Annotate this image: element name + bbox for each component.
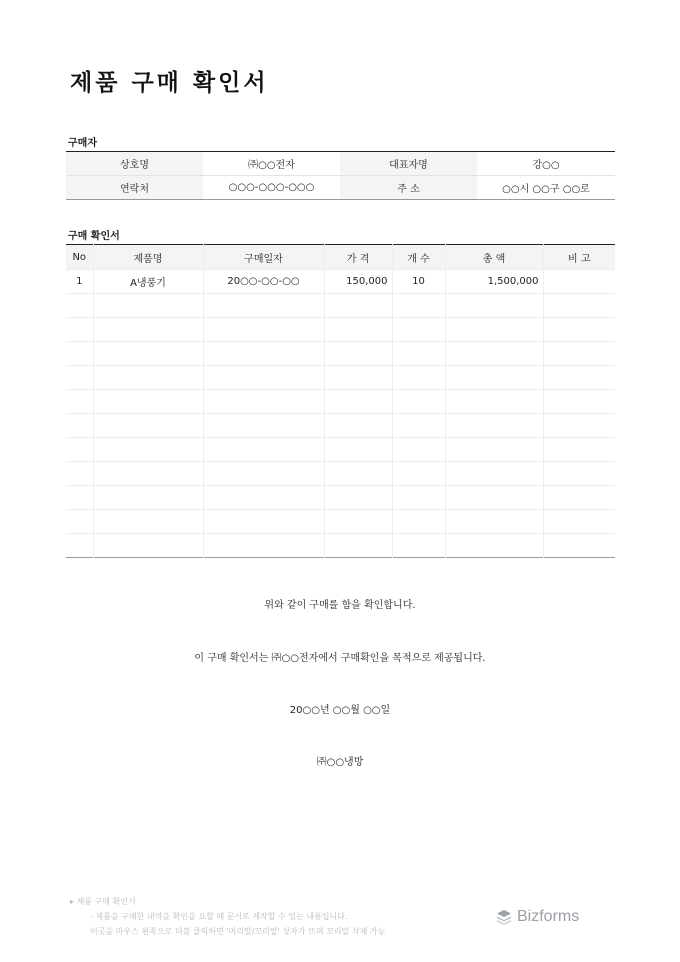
- header-product: 제품명: [93, 245, 203, 270]
- cell-total: [445, 342, 543, 366]
- items-section-title: 구매 확인서: [68, 231, 120, 242]
- cell-quantity: [392, 510, 445, 534]
- cell-remarks: [543, 270, 615, 294]
- header-no: No: [66, 245, 93, 270]
- buyer-row: [66, 176, 615, 200]
- cell-remarks: [543, 390, 615, 414]
- footer-title: ▸ 제품 구매 확인서: [70, 897, 136, 906]
- company-name-label: 상호명: [66, 152, 203, 176]
- table-row: [66, 414, 615, 438]
- buyer-table: [66, 151, 615, 200]
- cell-quantity: [392, 294, 445, 318]
- cell-no: [66, 462, 93, 486]
- cell-quantity: [392, 414, 445, 438]
- cell-price: [324, 438, 392, 462]
- cell-quantity: [392, 318, 445, 342]
- company-name-value: ㈜○○전자: [203, 152, 340, 176]
- cell-quantity: [392, 438, 445, 462]
- cell-remarks: [543, 486, 615, 510]
- cell-quantity: [392, 342, 445, 366]
- cell-remarks: [543, 294, 615, 318]
- cell-no: [66, 534, 93, 558]
- address-label: 주 소: [340, 176, 477, 200]
- cell-price: [324, 390, 392, 414]
- cell-remarks: [543, 366, 615, 390]
- issuer-name: ㈜○○냉방: [316, 757, 364, 768]
- header-price: 가 격: [324, 245, 392, 270]
- table-row: [66, 438, 615, 462]
- address-value: ○○시 ○○구 ○○로: [502, 184, 590, 195]
- cell-no: [66, 486, 93, 510]
- header-remarks: 비 고: [543, 245, 615, 270]
- document-title: 제품 구매 확인서: [70, 70, 269, 96]
- table-row: [66, 270, 615, 294]
- cell-quantity: [392, 462, 445, 486]
- cell-total: [445, 390, 543, 414]
- cell-quantity: 10: [392, 270, 445, 294]
- table-row: [66, 462, 615, 486]
- table-row: [66, 534, 615, 558]
- bizforms-logo: [495, 908, 579, 926]
- cell-date: 20○○-○○-○○: [203, 270, 324, 294]
- issue-date: 20○○년 ○○월 ○○일: [289, 705, 391, 716]
- cell-date: [203, 318, 324, 342]
- footer-hint: 이곳을 마우스 왼쪽으로 더블 클릭하면 '머리말/꼬리말' 상자가 뜨며 꼬리말 삭제 가능: [90, 927, 386, 936]
- cell-date: [203, 510, 324, 534]
- cell-remarks: [543, 534, 615, 558]
- cell-no: [66, 510, 93, 534]
- cell-product: [93, 390, 203, 414]
- cell-total: [445, 438, 543, 462]
- cell-product: [93, 318, 203, 342]
- cell-product: [93, 486, 203, 510]
- logo-stack-icon: [495, 908, 513, 926]
- cell-price: 150,000: [324, 270, 392, 294]
- cell-remarks: [543, 438, 615, 462]
- representative-value: 강○○: [477, 152, 615, 176]
- cell-quantity: [392, 486, 445, 510]
- table-row: [66, 510, 615, 534]
- cell-no: 1: [66, 270, 93, 294]
- cell-price: [324, 462, 392, 486]
- table-row: [66, 486, 615, 510]
- cell-quantity: [392, 534, 445, 558]
- cell-date: [203, 366, 324, 390]
- header-total: 총 액: [445, 245, 543, 270]
- cell-date: [203, 462, 324, 486]
- cell-price: [324, 294, 392, 318]
- footer-description: - 제품을 구매한 내역을 확인을 요할 때 문서로 제작할 수 있는 내용입니다.: [90, 912, 348, 921]
- logo-text: Bizforms: [517, 908, 580, 925]
- cell-price: [324, 486, 392, 510]
- cell-date: [203, 294, 324, 318]
- cell-product: [93, 462, 203, 486]
- cell-total: 1,500,000: [445, 270, 543, 294]
- cell-product: [93, 414, 203, 438]
- table-row: [66, 318, 615, 342]
- cell-total: [445, 366, 543, 390]
- cell-date: [203, 342, 324, 366]
- cell-total: [445, 318, 543, 342]
- header-quantity: 개 수: [392, 245, 445, 270]
- cell-quantity: [392, 390, 445, 414]
- cell-product: A냉풍기: [93, 270, 203, 294]
- cell-no: [66, 390, 93, 414]
- cell-total: [445, 414, 543, 438]
- cell-date: [203, 438, 324, 462]
- contact-value: ○○○-○○○-○○○: [228, 182, 315, 193]
- cell-total: [445, 462, 543, 486]
- table-row: [66, 294, 615, 318]
- cell-date: [203, 414, 324, 438]
- cell-no: [66, 366, 93, 390]
- contact-label: 연락처: [66, 176, 203, 200]
- cell-remarks: [543, 510, 615, 534]
- table-row: [66, 390, 615, 414]
- purpose-statement: 이 구매 확인서는 ㈜○○전자에서 구매확인을 목적으로 제공됩니다.: [194, 653, 486, 664]
- cell-date: [203, 534, 324, 558]
- buyer-row: [66, 152, 615, 176]
- cell-remarks: [543, 318, 615, 342]
- header-date: 구매일자: [203, 245, 324, 270]
- cell-total: [445, 486, 543, 510]
- cell-total: [445, 510, 543, 534]
- cell-price: [324, 318, 392, 342]
- cell-remarks: [543, 462, 615, 486]
- cell-quantity: [392, 366, 445, 390]
- representative-label: 대표자명: [340, 152, 477, 176]
- cell-no: [66, 294, 93, 318]
- cell-price: [324, 342, 392, 366]
- cell-price: [324, 414, 392, 438]
- cell-remarks: [543, 414, 615, 438]
- cell-price: [324, 366, 392, 390]
- items-header-row: [66, 245, 615, 270]
- cell-product: [93, 534, 203, 558]
- table-row: [66, 342, 615, 366]
- cell-product: [93, 366, 203, 390]
- confirm-statement: 위와 같이 구매를 함을 확인합니다.: [264, 600, 416, 611]
- cell-product: [93, 510, 203, 534]
- buyer-section-title: 구매자: [68, 138, 97, 149]
- cell-total: [445, 294, 543, 318]
- cell-date: [203, 486, 324, 510]
- cell-remarks: [543, 342, 615, 366]
- cell-product: [93, 438, 203, 462]
- cell-no: [66, 414, 93, 438]
- cell-no: [66, 318, 93, 342]
- table-row: [66, 366, 615, 390]
- cell-no: [66, 438, 93, 462]
- cell-total: [445, 534, 543, 558]
- cell-no: [66, 342, 93, 366]
- cell-date: [203, 390, 324, 414]
- items-table: [66, 244, 615, 558]
- cell-product: [93, 342, 203, 366]
- cell-product: [93, 294, 203, 318]
- cell-price: [324, 534, 392, 558]
- cell-price: [324, 510, 392, 534]
